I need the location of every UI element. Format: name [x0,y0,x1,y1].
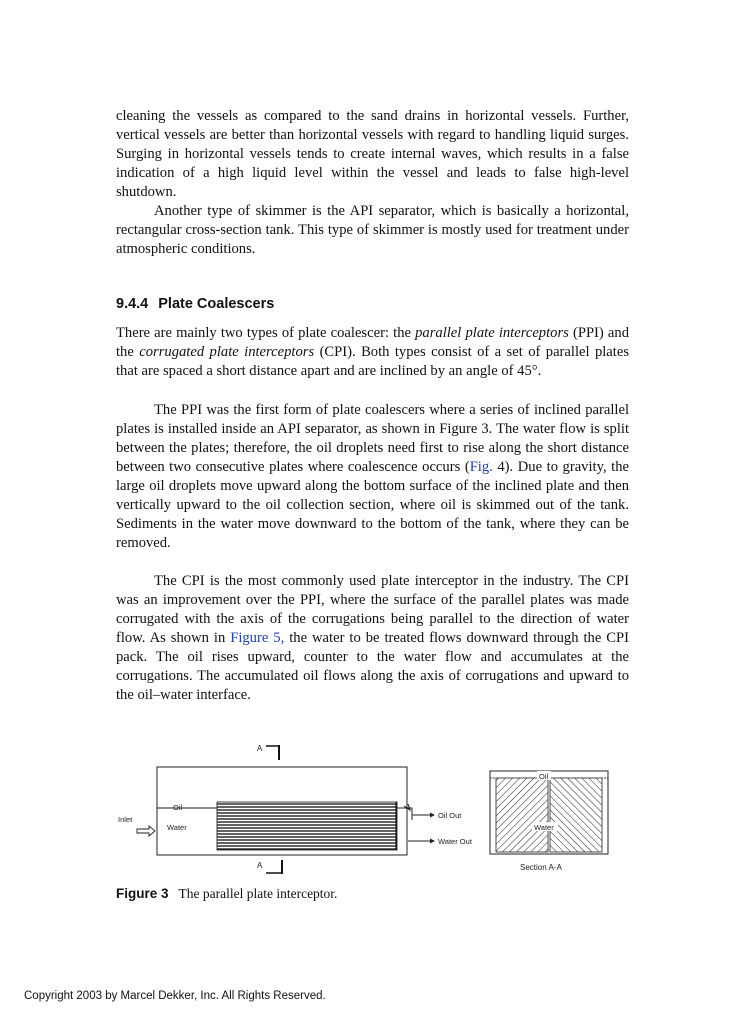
section-heading [116,296,274,312]
section-title: Plate Coalescers [158,296,275,312]
body-paragraph: cleaning the vessels as compared to the sand drains in horizontal vessels. Further, vertical vessels are better than horizontal vessels with regard to handling liquid surges. Surging in horizontal vessels tends to create internal waves, which results in a false indication of a high liquid level within the vessel and leads to false high-level shutdown. [116,108,629,200]
figure-caption [116,886,337,902]
body-paragraph [116,572,629,705]
section-a-bottom-label: A [257,861,263,870]
section-aa-label: Section A-A [520,863,562,872]
section-oil-label: Oil [539,772,549,781]
plate-pack-left [496,778,548,852]
water-label: Water [167,823,187,832]
copyright-footer: Copyright 2003 by Marcel Dekker, Inc. All Rights Reserved. [24,990,326,1002]
section-number: 9.4.4 [116,296,149,312]
inlet-arrow-icon [137,826,155,836]
text-run: There are mainly two types of plate coalescer: the [116,325,416,341]
body-paragraph [116,324,629,381]
section-water-label: Water [534,823,554,832]
figure-4-link[interactable]: Fig. [469,459,493,475]
text-run: (CPI). Both types consist of a set of parallel plates that are spaced a short distance apart and are inclined by an angle of 45°. [116,344,630,379]
water-out-label: Water Out [438,837,472,846]
oil-label: Oil [173,803,183,812]
italic-term: corrugated plate interceptors [139,344,315,360]
italic-term: parallel plate interceptors [415,325,569,341]
ppi-diagram [112,740,612,878]
text-run: the water to be treated flows downward through the CPI pack. The oil rises upward, counter to the water flow and accumulates at the corrugations. The accumulated oil flows along the axis of corrugations and upward to the oil–water interface. [116,630,629,703]
water-out-arrow-icon [430,839,435,844]
plate-pack-right [550,778,602,852]
text-run: The CPI is the most commonly used plate interceptor in the industry. The CPI was an improvement over the PPI, where the surface of the parallel plates was made corrugated with the axis of the corrugations being parallel to the direction of water flow. As shown in [116,573,629,646]
caption-text: The parallel plate interceptor. [178,886,338,901]
body-paragraph [116,401,629,553]
oil-out-label: Oil Out [438,811,462,820]
body-paragraph: Another type of skimmer is the API separator, which is basically a horizontal, rectangular cross-section tank. This type of skimmer is mostly used for treatment under atmospheric conditions. [116,203,629,257]
figure-label: Figure 3 [116,886,169,901]
text-run: The PPI was the first form of plate coalescers where a series of inclined parallel plates is installed inside an API separator, as shown in Figure 3. The water flow is split between the plates; therefore, the oil droplets need first to rise along the short distance between two consecutive plates where coalescence occurs ( [116,402,629,475]
plate-pack [217,802,397,850]
text-run: (PPI) and the [116,325,629,360]
inlet-label: Inlet [118,815,133,824]
figure-5-link[interactable]: Figure 5, [230,630,285,646]
oil-out-arrow-icon [430,813,435,818]
section-a-top-label: A [257,744,263,753]
text-run: 4). Due to gravity, the large oil droplets move upward along the bottom surface of the inclined plate and then vertically upward to the oil collection section, where oil is skimmed out of the tank. Sediments in the water move downward to the bottom of the tank, where they can be removed. [116,459,629,551]
